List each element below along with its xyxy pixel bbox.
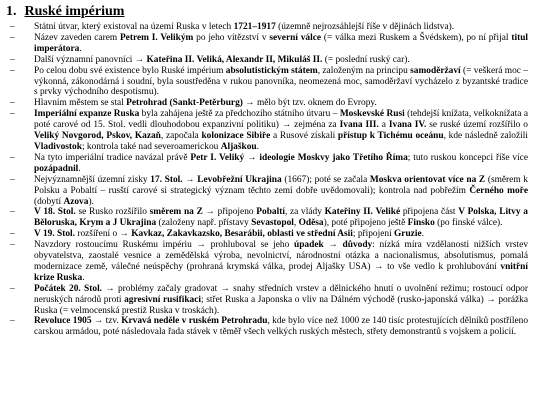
text-run: (dobytí (34, 196, 64, 207)
text-run: ; připojení (352, 229, 395, 240)
text-run: (po finské válce). (434, 218, 503, 229)
bold-run: V 18. Stol. (34, 207, 76, 218)
bold-run: vnitřní krize Ruska (34, 261, 528, 283)
section-number: 1. (6, 4, 17, 19)
bold-run: Kateřina II. Veliká, Alexandr II, Mikuláš II. (146, 54, 323, 65)
bold-run: důvody (342, 240, 373, 251)
bold-run: Kavkaz, Zakavkazsko, Besarábii, oblasti ve střední Asii (131, 229, 353, 240)
text-run: Hlavním městem se stal (34, 98, 127, 109)
text-run: Státní útvar, který existoval na území Ruska v letech (34, 22, 234, 32)
text-run: ), poté připojeno ještě (323, 218, 408, 229)
text-run: Název zaveden carem (34, 32, 120, 43)
bold-run: Sevastopol (251, 218, 294, 229)
text-run: Po celou dobu své existence bylo Ruské impérium (34, 65, 226, 76)
bold-run: Počátek 20. Stol. (34, 283, 103, 294)
bold-run: úpadek (294, 240, 324, 251)
text-run: : nízká míra vzdělanosti nižších vrstev obyvatelstva, zaostalé vesnice a zemědělská výroba, nevolnictví, národnostní otázka a nacionalismus, absolutismus, pomalá modernizace země, válečné neúspěchy (prohraná krymská válka, prodej Aljašky USA) → to vše vedlo k prohlubování (34, 240, 529, 272)
text-run: (= poslední ruský car). (322, 54, 410, 65)
bold-run: Černého moře (469, 185, 528, 196)
bold-run: Gruzie (394, 229, 422, 240)
bold-run: Revoluce 1905 (34, 316, 92, 327)
list-item (6, 109, 528, 153)
bold-run: V 19. Stol. (34, 229, 75, 240)
list-item (6, 22, 528, 33)
text-run: , kde následně založili (443, 131, 528, 142)
text-run: . (78, 163, 81, 174)
bold-run: Veliký Novgorod, Pskov, Kazaň (34, 131, 161, 142)
text-run: po jeho vítězství v (193, 32, 270, 43)
text-run: → mělo být tzv. oknem do Evropy. (242, 98, 377, 109)
text-run: Nejvýznamnější územní zisky (34, 174, 151, 185)
bold-run: V Polska, Litvy a Běloruska, Krym a J Ukrajina (34, 207, 528, 229)
list-item (6, 153, 528, 175)
list-item (6, 98, 528, 109)
text-run: Další významní panovníci → (34, 54, 147, 65)
text-run: byla zahájena ještě za předchozího státního útvaru – (139, 109, 340, 120)
text-run: (směrem k Polsku a Pobaltí – rusští carové si strategický význam těchto zemí dobře uvědomovali); kontrola nad pobřežím (34, 174, 528, 196)
bold-run: Finsko (407, 218, 435, 229)
bold-run: Vladivostok (34, 141, 82, 152)
bold-run: Moskevské Rusi (339, 109, 405, 120)
text-run: → (323, 240, 343, 251)
text-run: . (79, 43, 82, 54)
text-run: (= veškerá moc – výkonná, zákonodárná i soudní, byla soustředěna v rukou panovníka, neomezená moc, samoděržaví vycházelo z byzantské tradice s prvky východního despotismu). (34, 65, 528, 98)
text-run: ; tuto ruskou koncepci říše více (407, 152, 528, 163)
bold-run: agresivní rusifikaci (124, 294, 202, 305)
list-item (6, 66, 528, 99)
text-run: → problémy začaly gradovat → snahy středních vrstev a dělnického hnutí o uvolnění režimu; rostoucí odpor neruských národů proti (34, 283, 528, 305)
bold-run: směrem na Z (149, 207, 203, 218)
text-run: , za vlády (284, 207, 325, 218)
list-item (6, 316, 528, 338)
text-run: (1667); poté se začala (281, 174, 370, 185)
text-run: . (421, 229, 424, 240)
bold-run: ideologie Moskvy jako Třetího Říma (259, 152, 408, 163)
text-run: . (82, 272, 85, 283)
text-run: → tzv. (91, 316, 122, 327)
text-run: ; kontrola také nad severoamerickou (81, 141, 221, 152)
bold-run: samoděržaví (410, 65, 461, 76)
text-run: a (378, 120, 389, 131)
text-run: připojena část (400, 207, 459, 218)
text-run: Navzdory rostoucímu Ruskému impériu → prohluboval se jeho (34, 240, 294, 251)
text-run: → připojeno (202, 207, 257, 218)
bold-run: absolutistickým státem (225, 65, 318, 76)
bold-run: Kateřiny II. Veliké (324, 207, 401, 218)
bold-run: Krvavá neděle v ruském Petrohradu (121, 316, 268, 327)
list-item (6, 55, 528, 66)
bold-run: 1721–1917 (233, 22, 276, 32)
bold-run: Aljaškou (220, 141, 257, 152)
text-run: (= válka mezi Ruskem a Švédskem), po ní přijal (321, 32, 512, 43)
text-run: (územně nejrozsáhlejší říše v dějinách lidstva). (275, 22, 455, 32)
bold-run: pozápadnil (34, 163, 79, 174)
text-run: , započala (160, 131, 202, 142)
text-run: . (256, 141, 259, 152)
text-run: → (182, 174, 198, 185)
bold-run: Ivana III. (339, 120, 379, 131)
text-run: , založeným na principu (317, 65, 411, 76)
bold-run: Petrohrad (Sankt-Petěrburg) (126, 98, 243, 109)
bold-run: Oděsa (298, 218, 324, 229)
text-run: (založeny např. přístavy (156, 218, 252, 229)
bold-run: Ivana IV. (388, 120, 427, 131)
bold-run: 17. Stol. (150, 174, 183, 185)
list-item (6, 284, 528, 317)
list-item (6, 175, 528, 208)
list-item (6, 207, 528, 229)
text-run: ). (88, 196, 94, 207)
bullet-list (6, 22, 528, 338)
bold-run: titul imperátora (34, 32, 529, 54)
text-run: a Rusové získali (270, 131, 338, 142)
text-run: , kde bylo více než 1000 ze 140 tisíc protestujících dělníků postříleno carskou armádou, poté následovala řada stávek v těměř všech velkých ruských městech, střety demonstrantů s vojskem a policií. (34, 316, 529, 338)
bold-run: Imperiální expanze Ruska (34, 109, 140, 120)
list-item (6, 33, 528, 55)
bold-run: Azova (63, 196, 89, 207)
section-heading (6, 4, 528, 20)
bold-run: kolonizace Sibiře (201, 131, 271, 142)
bold-run: Pobaltí (256, 207, 285, 218)
list-item (6, 229, 528, 240)
text-run: , (293, 218, 299, 229)
text-run: se ruské území rozšířilo o (426, 120, 528, 131)
text-run: (tehdejší knížata, velkoknížata a poté carové od 15. Stol. vedli dlouhodobou expanzivní politiku) → zejména za (34, 109, 528, 131)
bold-run: Moskva orientovat více na Z (369, 174, 486, 185)
bold-run: přístup k Tichému oceánu (337, 131, 444, 142)
list-item (6, 240, 528, 284)
bold-run: Petrem I. Velikým (119, 32, 194, 43)
text-run: rozšíření o → (74, 229, 132, 240)
bold-run: severní válce (269, 32, 322, 43)
bold-run: Levobřežní Ukrajina (197, 174, 282, 185)
text-run: se Rusko rozšířilo (75, 207, 150, 218)
text-run: → (244, 152, 260, 163)
text-run: Na tyto imperiální tradice navázal právě (34, 152, 191, 163)
text-run: ; střet Ruska a Japonska o vliv na Dálném východě (rusko-japonská válka) → porážka Ruska (= velmocenská prestiž Ruska v troskách). (34, 294, 529, 316)
bold-run: Petr I. Veliký (190, 152, 245, 163)
section-title: Ruské impérium (24, 4, 125, 19)
